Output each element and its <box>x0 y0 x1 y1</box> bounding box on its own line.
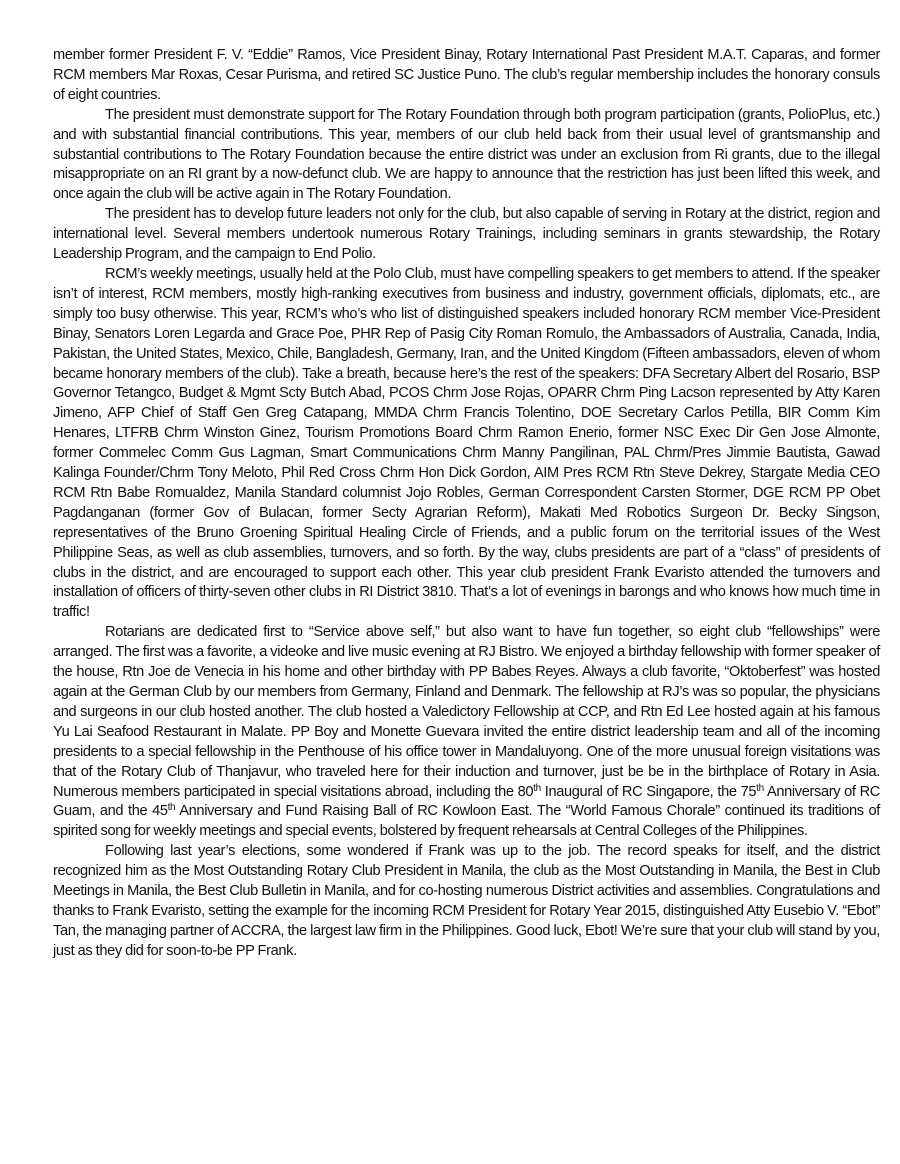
paragraph-text: RCM’s weekly meetings, usually held at the Polo Club, must have compelling speakers to get members to attend. If the speaker isn’t of interest, RCM members, mostly high-ranking executives from business and industry, government officials, diplomats, etc., are simply too busy otherwise. This year, RCM’s who’s who list of distinguished speakers included honorary RCM member Vice-President Binay, Senators Loren Legarda and Grace Poe, PHR Rep of Pasig City Roman Romulo, the Ambassadors of Australia, Canada, India, Pakistan, the United States, Mexico, Chile, Bangladesh, Germany, Iran, and the United Kingdom (Fifteen ambassadors, eleven of whom became honorary members of the club). Take a breath, because here’s the rest of the speakers: DFA Secretary Albert del Rosario, BSP Governor Tetangco, Budget & Mgmt Scty Butch Abad, PCOS Chrm Jose Rojas, OPARR Chrm Ping Lacson represented by Atty Karen Jimeno, AFP Chief of Staff Gen Greg Catapang, MMDA Chrm Francis Tolentino, DOE Secretary Carlos Petilla, BIR Comm Kim Henares, LTFRB Chrm Winston Ginez, Tourism Promotions Board Chrm Ramon Enerio, former NSC Exec Dir Gen Jose Almonte, former Commelec Comm Gus Lagman, Smart Communications Chrm Manny Pangilinan, PAL Chrm/Pres Jimmie Bautista, Gawad Kalinga Founder/Chrm Tony Meloto, Phil Red Cross Chrm Hon Dick Gordon, AIM Pres RCM Rtn Steve Dekrey, Stargate Media CEO RCM Rtn Babe Romualdez, Manila Standard columnist Jojo Robles, German Correspondent Carsten Stormer, DGE RCM PP Obet Pagdanganan (former Gov of Bulacan, former Secty Agrarian Reform), Makati Med Robotics Surgeon Dr. Becky Singson, representatives of the Bruno Groening Spiritual Healing Circle of Friends, and a public forum on the territorial issues of the West Philippine Seas, as well as club assemblies, turnovers, and so forth. By the way, clubs presidents are part of a “class” of presidents of clubs in the district, and are encouraged to support each other. This year club president Frank Evaristo attended the turnovers and installation of officers of thirty-seven other clubs in RI District 3810. That’s a lot of evenings in barongs and who knows how much time in traffic! <box>53 265 880 621</box>
paragraph-recognition <box>53 842 880 961</box>
paragraph-text: The president has to develop future leaders not only for the club, but also capable of serving in Rotary at the district, region and international level. Several members undertook numerous Rotary Trainings, including seminars in grants stewardship, the Rotary Leadership Program, and the campaign to End Polio. <box>53 206 880 263</box>
paragraph-text: Anniversary and Fund Raising Ball of RC Kowloon East. The “World Famous Chorale” continued its traditions of spirited song for weekly meetings and special events, bolstered by frequent rehearsals at Central Colleges of the Philippines. <box>53 803 881 840</box>
ordinal-suffix: th <box>167 802 176 814</box>
paragraph-foundation <box>53 106 880 206</box>
ordinal-suffix: th <box>756 782 764 794</box>
paragraph-text: The president must demonstrate support for The Rotary Foundation through both program participation (grants, PolioPlus, etc.) and with substantial financial contributions. This year, members of our club held back from their usual level of grantsmanship and substantial contributions to The Rotary Foundation because the entire district was under an exclusion from Ri grants, due to the illegal misappropriate on an RI grant by a now-defunct club. We are happy to announce that the restriction has just been lifted this week, and once again the club will be active again in The Rotary Foundation. <box>53 106 880 203</box>
paragraph-text: Inaugural of RC Singapore, the 75 <box>540 783 757 800</box>
paragraph-leaders <box>53 205 880 265</box>
paragraph-fellowships <box>53 623 880 842</box>
ordinal-suffix: th <box>533 782 541 794</box>
paragraph-speakers <box>53 265 880 623</box>
paragraph-text: member former President F. V. “Eddie” Ramos, Vice President Binay, Rotary International Past President M.A.T. Caparas, and former RCM members Mar Roxas, Cesar Purisma, and retired SC Justice Puno. The club’s regular membership includes the honorary consuls of eight countries. <box>53 47 880 103</box>
paragraph-text: Anniversary of RC Guam, and the 45 <box>53 783 880 820</box>
paragraph-text: Rotarians are dedicated first to “Service above self,” but also want to have fun together, so eight club “fellowships” were arranged. The first was a favorite, a videoke and live music evening at RJ Bistro. We enjoyed a birthday fellowship with former speaker of the house, Rtn Joe de Venecia in his home and other birthday with PP Babes Reyes. Always a club favorite, “Oktoberfest” was hosted again at the German Club by our members from Germany, Finland and Denmark. The fellowship at RJ’s was so popular, the physicians and surgeons in our club hosted another. The club hosted a Valedictory Fellowship at CCP, and Rtn Ed Lee hosted again at his famous Yu Lai Seafood Restaurant in Malate. PP Boy and Monette Guevara invited the entire district leadership team and all of the incoming presidents to a special fellowship in the Penthouse of his office tower in Mandaluyong. One of the more unusual foreign visitations was that of the Rotary Club of Thanjavur, who traveled here for their induction and turnover, just be be in the birthplace of Rotary in Asia. Numerous members participated in special visitations abroad, including the 80 <box>53 624 880 800</box>
paragraph-text: Following last year’s elections, some wondered if Frank was up to the job. The record speaks for itself, and the district recognized him as the Most Outstanding Rotary Club President in Manila, the club as the Most Outstanding in Manila, the Best in Club Meetings in Manila, the Best Club Bulletin in Manila, and for co-hosting numerous District activities and assemblies. Congratulations and thanks to Frank Evaristo, setting the example for the incoming RCM President for Rotary Year 2015, distinguished Atty Eusebio V. “Ebot” Tan, the managing partner of ACCRA, the largest law firm in the Philippines. Good luck, Ebot! We’re sure that your club will stand by you, just as they did for soon-to-be PP Frank. <box>53 843 880 959</box>
paragraph-membership <box>53 46 880 106</box>
